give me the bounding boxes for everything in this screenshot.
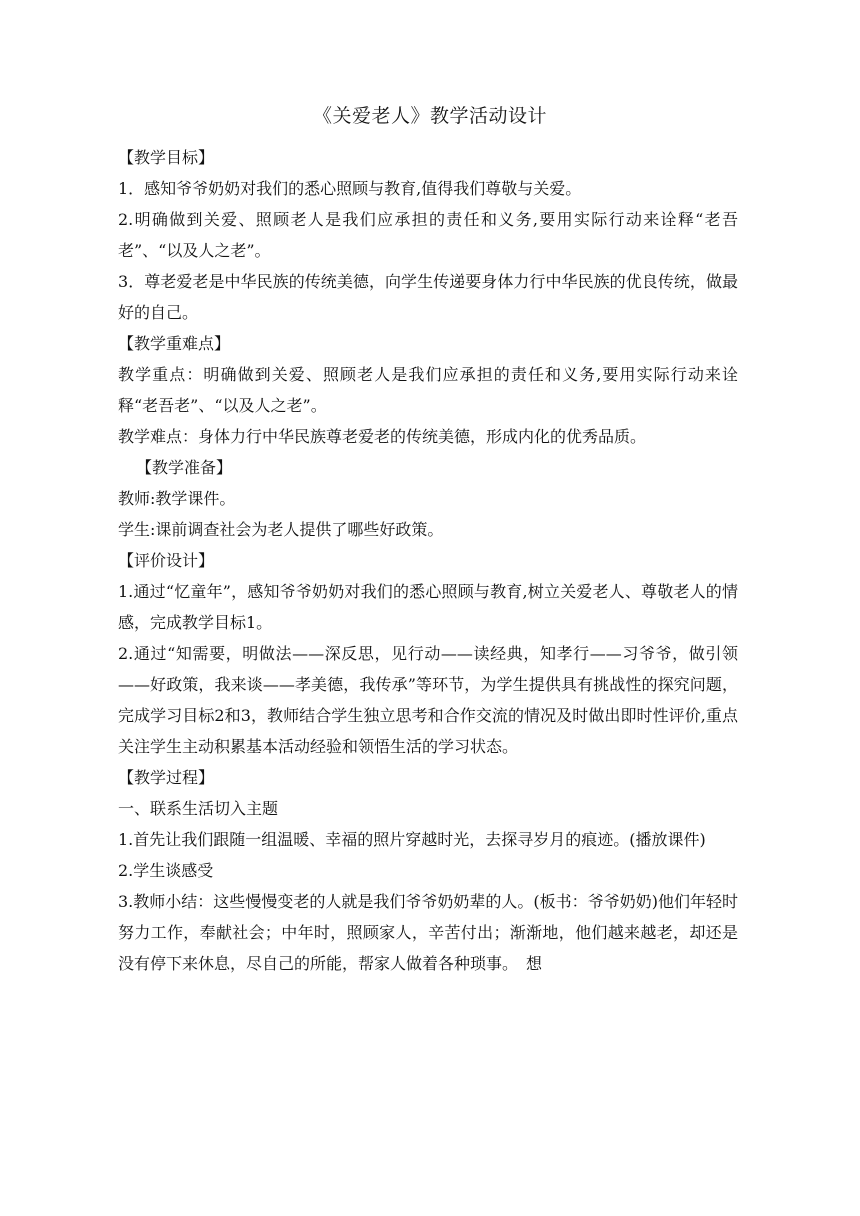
document-body: [118, 142, 738, 979]
preparation-heading: 【教学准备】: [136, 458, 233, 477]
process-item-2: 2.学生谈感受: [118, 861, 214, 880]
objective-item-2: 2.明确做到关爱、照顾老人是我们应承担的责任和义务,要用实际行动来诠释“老吾老”、“以及人之老”。: [118, 210, 738, 260]
document-title: 《关爱老人》教学活动设计: [312, 105, 547, 127]
key-point-focus: 教学重点：明确做到关爱、照顾老人是我们应承担的责任和义务,要用实际行动来诠释“老吾老”、“以及人之老”。: [118, 365, 738, 415]
process-item-3: 3.教师小结：这些慢慢变老的人就是我们爷爷奶奶辈的人。(板书：爷爷奶奶)他们年轻时努力工作，奉献社会；中年时，照顾家人，辛苦付出；渐渐地，他们越来越老，却还是没有停下来休息，尽自己的所能，帮家人做着各种琐事。 想: [118, 892, 738, 973]
objective-item-1: 1．感知爷爷奶奶对我们的悉心照顾与教育,值得我们尊敬与关爱。: [118, 179, 582, 198]
key-point-difficulty: 教学难点：身体力行中华民族尊老爱老的传统美德，形成内化的优秀品质。: [118, 427, 647, 446]
process-item-1: 1.首先让我们跟随一组温暖、幸福的照片穿越时光，去探寻岁月的痕迹。(播放课件): [118, 830, 706, 849]
objectives-heading: 【教学目标】: [118, 148, 215, 167]
evaluation-item-1: 1.通过“忆童年”，感知爷爷奶奶对我们的悉心照顾与教育,树立关爱老人、尊敬老人的情感，完成教学目标1。: [118, 582, 738, 632]
preparation-student: 学生:课前调查社会为老人提供了哪些好政策。: [118, 520, 444, 539]
objective-item-3: 3．尊老爱老是中华民族的传统美德，向学生传递要身体力行中华民族的优良传统，做最好的自己。: [118, 272, 738, 322]
process-subheading: 一、联系生活切入主题: [118, 799, 279, 818]
key-points-heading: 【教学重难点】: [118, 334, 231, 353]
evaluation-heading: 【评价设计】: [118, 551, 215, 570]
evaluation-item-2: 2.通过“知需要，明做法——深反思，见行动——读经典，知孝行——习爷爷，做引领——好政策，我来谈——孝美德，我传承”等环节，为学生提供具有挑战性的探究问题，完成学习目标2和3，教师结合学生独立思考和合作交流的情况及时做出即时性评价,重点关注学生主动积累基本活动经验和领悟生活的学习状态。: [118, 644, 738, 756]
process-heading: 【教学过程】: [118, 768, 215, 787]
preparation-teacher: 教师:教学课件。: [118, 489, 236, 508]
